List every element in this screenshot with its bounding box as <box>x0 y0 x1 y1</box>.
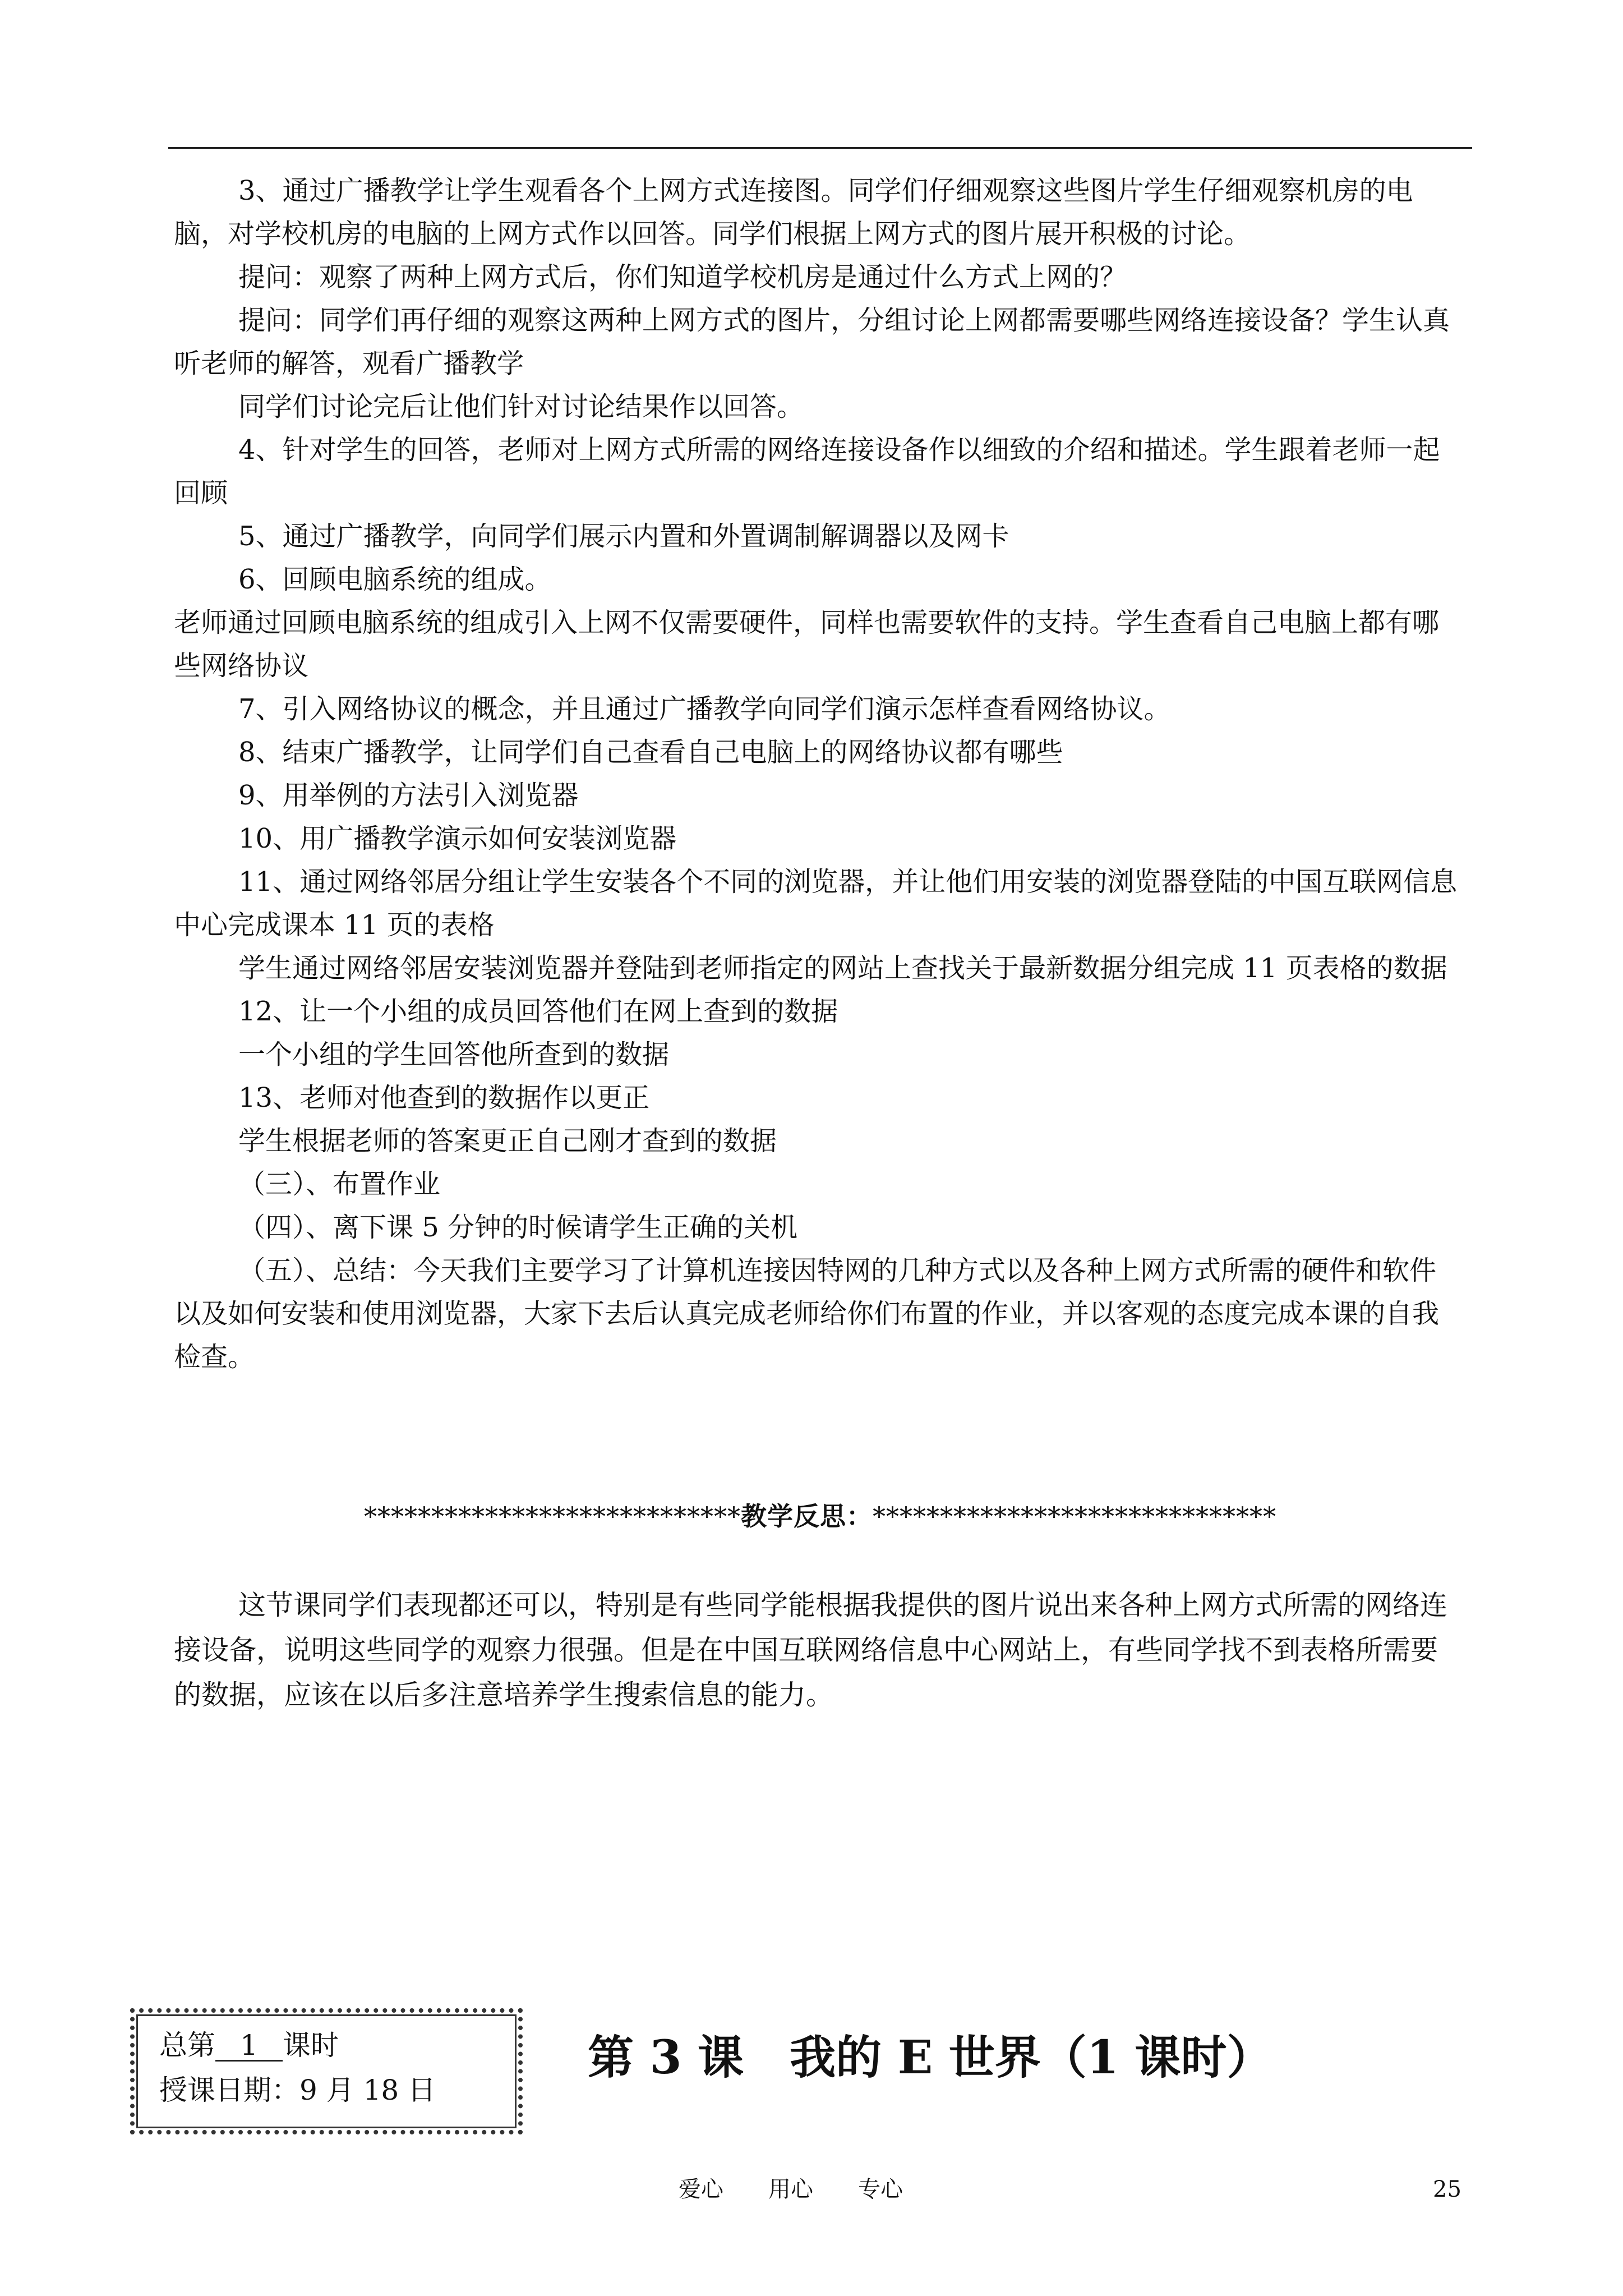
lesson-count-value: 1 <box>215 2031 283 2062</box>
procedure-paragraph: 4、针对学生的回答，老师对上网方式所需的网络连接设备作以细致的介绍和描述。学生跟着老师一起回顾 <box>174 434 1440 509</box>
procedure-paragraph: 5、通过广播教学，向同学们展示内置和外置调制解调器以及网卡 <box>238 521 1009 552</box>
procedure-paragraph: 7、引入网络协议的概念，并且通过广播教学向同学们演示怎样查看网络协议。 <box>238 693 1171 725</box>
lesson-date-row <box>159 2073 436 2107</box>
separator-stars-right: ****************************** <box>873 1501 1276 1531</box>
lesson-date-value: 9 月 18 日 <box>299 2074 436 2106</box>
procedure-paragraph: 一个小组的学生回答他所查到的数据 <box>238 1039 670 1070</box>
lesson-count-suffix: 课时 <box>283 2029 339 2062</box>
procedure-paragraph: 8、结束广播教学，让同学们自己查看自己电脑上的网络协议都有哪些 <box>238 737 1063 768</box>
lesson-date-label: 授课日期： <box>159 2074 299 2106</box>
procedure-paragraph: 学生通过网络邻居安装浏览器并登陆到老师指定的网站上查找关于最新数据分组完成 11 页表格的数据 <box>238 953 1447 984</box>
procedure-paragraph: （五）、总结：今天我们主要学习了计算机连接因特网的几种方式以及各种上网方式所需的硬件和软件以及如何安装和使用浏览器，大家下去后认真完成老师给你们布置的作业，并以客观的态度完成本课的自我检查。 <box>174 1255 1440 1373</box>
procedure-paragraph: 同学们讨论完后让他们针对讨论结果作以回答。 <box>238 391 804 422</box>
lesson-count-row <box>159 2028 339 2062</box>
procedure-paragraph: 9、用举例的方法引入浏览器 <box>238 780 579 811</box>
procedure-paragraph: 学生根据老师的答案更正自己刚才查到的数据 <box>238 1125 777 1157</box>
page-number: 25 <box>1433 2177 1461 2202</box>
procedure-paragraph: （四）、离下课 5 分钟的时候请学生正确的关机 <box>238 1212 798 1243</box>
procedure-paragraph: （三）、布置作业 <box>238 1168 441 1200</box>
separator-title: 教学反思： <box>741 1501 873 1531</box>
procedure-paragraph: 13、老师对他查到的数据作以更正 <box>238 1082 650 1114</box>
reflection-separator <box>168 1497 1472 1536</box>
procedure-paragraph: 3、通过广播教学让学生观看各个上网方式连接图。同学们仔细观察这些图片学生仔细观察机房的电脑，对学校机房的电脑的上网方式作以回答。同学们根据上网方式的图片展开积极的讨论。 <box>174 175 1413 250</box>
lesson-count-prefix: 总第 <box>159 2029 215 2062</box>
procedure-paragraph: 提问：同学们再仔细的观察这两种上网方式的图片，分组讨论上网都需要哪些网络连接设备？学生认真听老师的解答，观看广播教学 <box>174 305 1450 379</box>
teaching-reflection: 这节课同学们表现都还可以，特别是有些同学能根据我提供的图片说出来各种上网方式所需的网络连接设备，说明这些同学的观察力很强。但是在中国互联网络信息中心网站上，有些同学找不到表格所需要的数据，应该在以后多注意培养学生搜索信息的能力。 <box>174 1589 1448 1711</box>
procedure-paragraph: 10、用广播教学演示如何安装浏览器 <box>238 823 677 854</box>
lesson-info-box <box>130 2008 523 2134</box>
procedure-paragraph: 12、让一个小组的成员回答他们在网上查到的数据 <box>238 996 838 1027</box>
footer-motto: 爱心 用心 专心 <box>679 2177 903 2202</box>
procedure-paragraph: 11、通过网络邻居分组让学生安装各个不同的浏览器，并让他们用安装的浏览器登陆的中国互联网信息中心完成课本 11 页的表格 <box>174 866 1458 941</box>
procedure-paragraph: 老师通过回顾电脑系统的组成引入上网不仅需要硬件，同样也需要软件的支持。学生查看自己电脑上都有哪些网络协议 <box>174 607 1440 682</box>
lesson-title: 第 3 课 我的 E 世界（1 课时） <box>588 2031 1273 2085</box>
procedure-paragraph: 6、回顾电脑系统的组成。 <box>238 564 552 595</box>
header-rule <box>168 147 1472 149</box>
lesson-procedure-text <box>174 169 1458 1379</box>
separator-stars-left: **************************** <box>364 1501 741 1531</box>
procedure-paragraph: 提问：观察了两种上网方式后，你们知道学校机房是通过什么方式上网的？ <box>238 261 1127 293</box>
